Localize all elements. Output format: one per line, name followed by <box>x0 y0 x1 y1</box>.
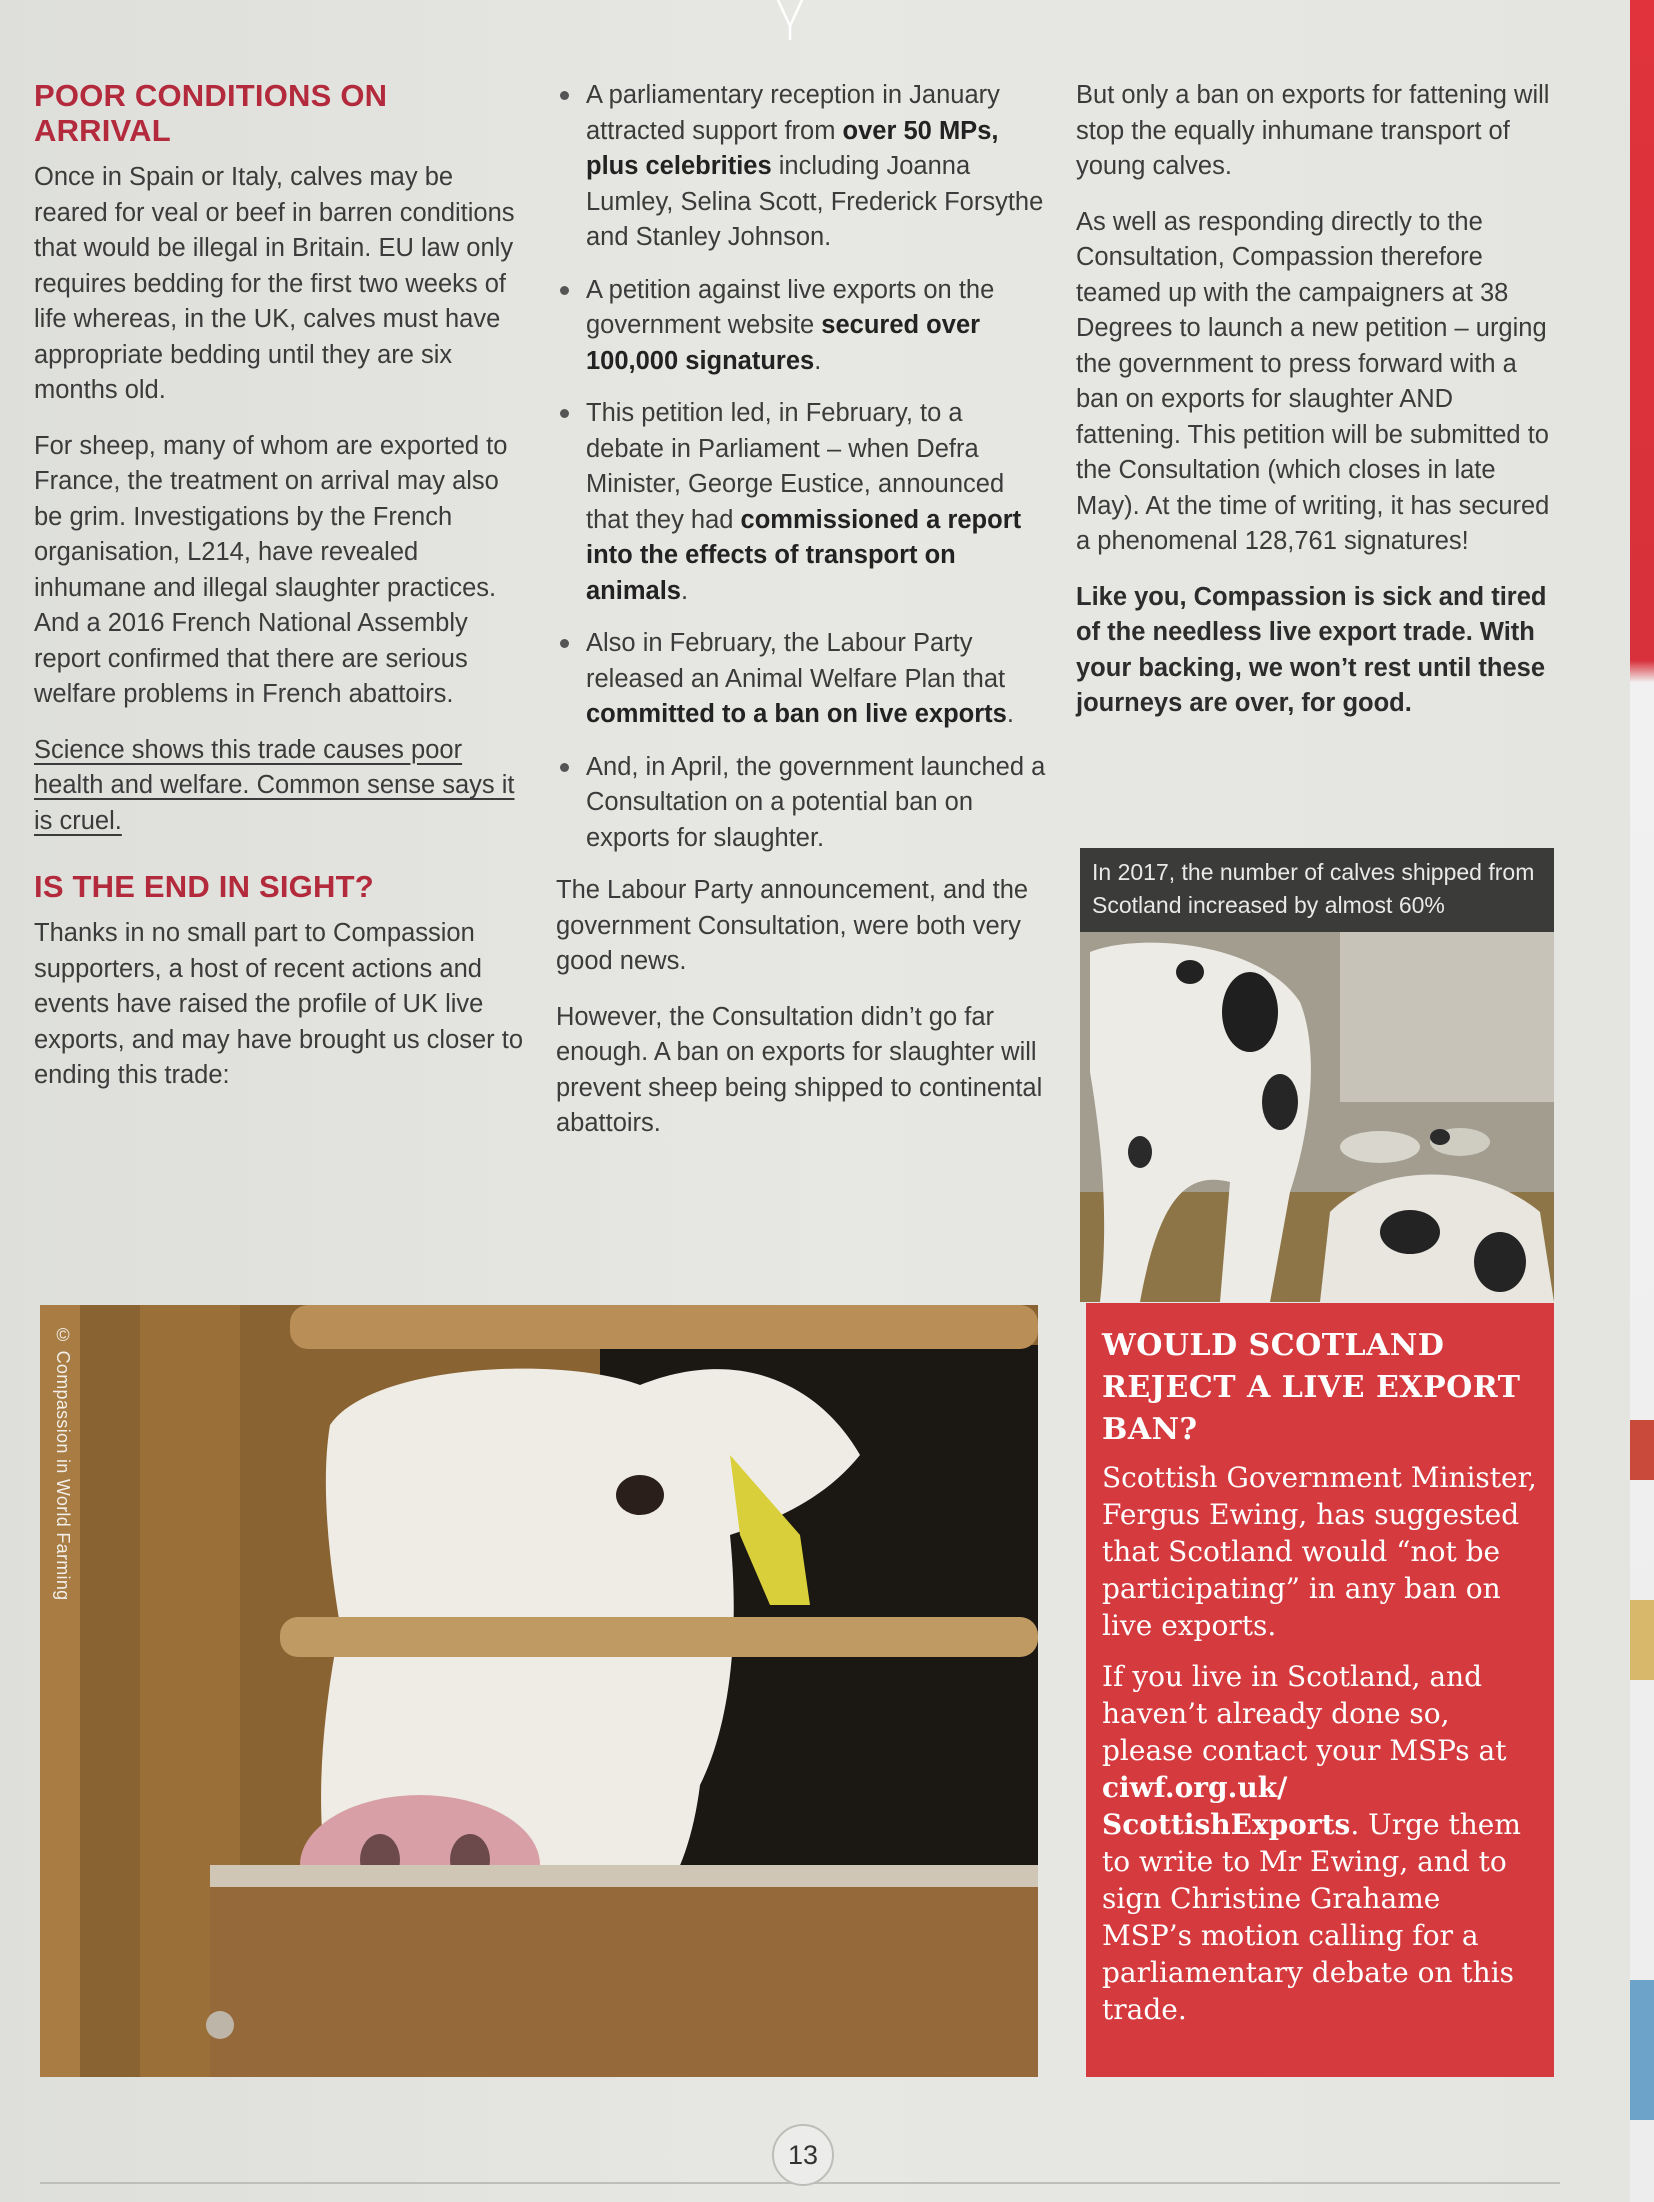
page-edge-bar <box>1630 0 1654 2202</box>
heading-end-in-sight: IS THE END IN SIGHT? <box>34 869 374 904</box>
sidebar-title: WOULD SCOTLAND REJECT A LIVE EXPORT BAN? <box>1102 1328 1521 1447</box>
cow-illustration <box>40 1305 1038 2077</box>
paragraph: For sheep, many of whom are exported to France, the treatment on arrival may also be grim. Investigations by the French organisation, L214, have revealed inhumane and illegal slaughter practices. And a 2016 French National Assembly report confirmed that there are serious welfare problems in French abattoirs. <box>34 431 508 708</box>
list-item: And, in April, the government launched a Consultation on a potential ban on exports for slaughter. <box>556 750 1046 857</box>
closing-statement: Like you, Compassion is sick and tired of the needless live export trade. With your backing, we won’t rest until these journeys are over, for good. <box>1076 582 1547 717</box>
paragraph: As well as responding directly to the Consultation, Compassion therefore teamed up with the campaigners at 38 Degrees to launch a new petition – urging the government to press forward with a ban on exports for slaughter AND fattening. This petition will be submitted to the Consultation (which closes in late May). At the time of writing, it has secured a phenomenal 128,761 signatures! <box>1076 207 1550 555</box>
calves-illustration <box>1080 932 1554 1302</box>
calves-photo <box>1080 932 1554 1302</box>
photo-caption: In 2017, the number of calves shipped from Scotland increased by almost 60% <box>1080 848 1554 932</box>
paragraph: Once in Spain or Italy, calves may be reared for veal or beef in barren conditions that would be illegal in Britain. EU law only requires bedding for the first two weeks of life whereas, in the UK, calves must have appropriate bedding until they are six months old. <box>34 163 515 404</box>
top-notch-mark <box>760 0 820 40</box>
heading-poor-conditions: POOR CONDITIONS ON ARRIVAL <box>34 78 388 148</box>
sidebar-paragraph: Scottish Government Minister, Fergus Ewing, has suggested that Scotland would “not be participating” in any ban on live exports. <box>1102 1461 1537 1642</box>
cow-photo <box>40 1305 1038 2077</box>
photo-credit: © Compassion in World Farming <box>53 1325 73 1601</box>
sidebar-paragraph: If you live in Scotland, and haven’t already done so, please contact your MSPs at ciwf.org.uk/ ScottishExports. Urge them to write to Mr Ewing, and to sign Christine Grahame MSP’s motion calling for a parliamentary debate on this trade. <box>1102 1660 1521 2026</box>
paragraph: The Labour Party announcement, and the government Consultation, were both very good news. <box>556 876 1029 975</box>
campaign-link[interactable]: ciwf.org.uk/ ScottishExports <box>1102 1771 1351 1841</box>
column-1 <box>34 78 524 1114</box>
actions-list <box>556 78 1046 856</box>
list-item: A parliamentary reception in January attracted support from over 50 MPs, plus celebrities including Joanna Lumley, Selina Scott, Frederick Forsythe and Stanley Johnson. <box>556 78 1046 256</box>
column-2 <box>556 78 1046 1162</box>
column-3 <box>1076 78 1554 742</box>
scotland-sidebar <box>1086 1303 1554 2077</box>
list-item: A petition against live exports on the government website secured over 100,000 signatures. <box>556 273 1046 380</box>
paragraph: But only a ban on exports for fattening will stop the equally inhumane transport of young calves. <box>1076 81 1550 180</box>
list-item: Also in February, the Labour Party released an Animal Welfare Plan that committed to a ban on live exports. <box>556 626 1046 733</box>
list-item: This petition led, in February, to a debate in Parliament – when Defra Minister, George Eustice, announced that they had commissioned a report into the effects of transport on animals. <box>556 396 1046 609</box>
paragraph: Thanks in no small part to Compassion supporters, a host of recent actions and events have raised the profile of UK live exports, and may have brought us closer to ending this trade: <box>34 919 524 1089</box>
paragraph: However, the Consultation didn’t go far enough. A ban on exports for slaughter will prevent sheep being shipped to continental abattoirs. <box>556 1002 1043 1137</box>
page-number: 13 <box>772 2124 834 2186</box>
underlined-statement: Science shows this trade causes poor health and welfare. Common sense says it is cruel. <box>34 735 515 835</box>
